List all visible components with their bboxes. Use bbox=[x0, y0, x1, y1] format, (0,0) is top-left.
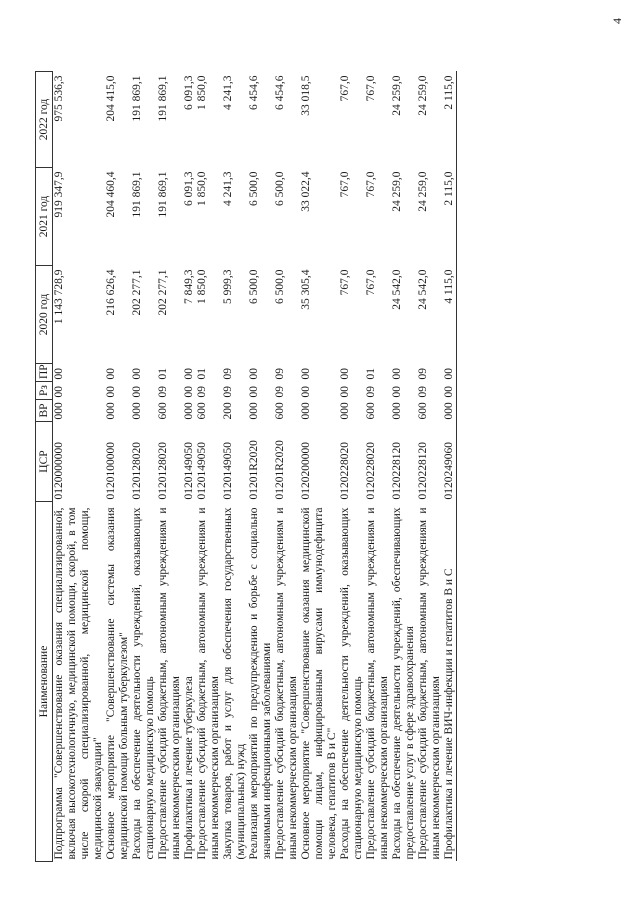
row-pr: 00 bbox=[53, 368, 65, 380]
row-rz: 00 bbox=[53, 386, 65, 398]
header-pr: ПР bbox=[36, 364, 53, 382]
row-2020: 202 277,1 bbox=[131, 269, 143, 316]
row-2022: 767,0 bbox=[339, 75, 351, 102]
table-body bbox=[53, 72, 457, 862]
row-2021: 204 460,4 bbox=[105, 171, 117, 218]
row-pr: 00 bbox=[443, 368, 455, 380]
row-pr: 09 bbox=[417, 368, 429, 380]
row-2022: 2 115,0 bbox=[443, 75, 455, 110]
row-name: Предоставление субсидий бюджетным, автономным учреждениям и иным некоммерческим организациям bbox=[196, 507, 221, 860]
row-vr: 000 bbox=[183, 402, 195, 420]
row-rz: 09 bbox=[365, 386, 377, 398]
row-2020: 5 999,3 bbox=[222, 269, 234, 304]
table-row bbox=[365, 72, 391, 862]
table-row bbox=[417, 72, 443, 862]
row-2020: 6 500,0 bbox=[274, 269, 286, 304]
row-csr: 0120228020 bbox=[365, 442, 377, 500]
row-vr: 600 bbox=[157, 402, 169, 420]
row-2021: 767,0 bbox=[339, 171, 351, 198]
row-rz: 00 bbox=[105, 386, 117, 398]
row-csr: 0120149050 bbox=[196, 442, 208, 500]
row-rz: 00 bbox=[391, 386, 403, 398]
row-csr: 0120000000 bbox=[53, 442, 65, 500]
table-row bbox=[391, 72, 417, 862]
row-csr: 01201R2020 bbox=[274, 440, 286, 500]
header-2021: 2021 год bbox=[36, 168, 53, 266]
row-pr: 00 bbox=[391, 368, 403, 380]
row-pr: 00 bbox=[183, 368, 195, 380]
row-2021: 767,0 bbox=[365, 171, 377, 198]
row-2020: 6 500,0 bbox=[248, 269, 260, 304]
row-name: Предоставление субсидий бюджетным, автономным учреждениям и иным некоммерческим организациям bbox=[365, 507, 390, 860]
row-2020: 35 305,4 bbox=[300, 269, 312, 310]
row-name: Профилактика и лечение ВИЧ-инфекции и гепатитов В и С bbox=[443, 568, 455, 860]
row-2020: 767,0 bbox=[365, 269, 377, 296]
row-vr: 000 bbox=[339, 402, 351, 420]
row-2021: 191 869,1 bbox=[157, 171, 169, 218]
table-row bbox=[183, 72, 196, 862]
header-2020: 2020 год bbox=[36, 266, 53, 364]
row-rz: 00 bbox=[300, 386, 312, 398]
row-rz: 09 bbox=[417, 386, 429, 398]
row-pr: 00 bbox=[248, 368, 260, 380]
header-vr: ВР bbox=[36, 400, 53, 422]
row-pr: 00 bbox=[105, 368, 117, 380]
row-2021: 24 259,0 bbox=[417, 171, 429, 212]
row-pr: 00 bbox=[339, 368, 351, 380]
row-2022: 191 869,1 bbox=[157, 75, 169, 122]
table-row bbox=[339, 72, 365, 862]
row-name: Предоставление субсидий бюджетным, автономным учреждениям и иным некоммерческим организациям bbox=[157, 507, 182, 860]
row-vr: 000 bbox=[131, 402, 143, 420]
table-row bbox=[248, 72, 274, 862]
row-csr: 0120149050 bbox=[222, 442, 234, 500]
row-2022: 6 091,3 bbox=[183, 75, 195, 110]
row-2020: 4 115,0 bbox=[443, 269, 455, 304]
table-row bbox=[131, 72, 157, 862]
table-header bbox=[36, 72, 53, 862]
row-2020: 202 277,1 bbox=[157, 269, 169, 316]
row-rz: 09 bbox=[157, 386, 169, 398]
table-row bbox=[222, 72, 248, 862]
rotated-table-container bbox=[35, 62, 610, 862]
row-2021: 6 500,0 bbox=[248, 171, 260, 206]
row-2022: 33 018,5 bbox=[300, 75, 312, 116]
row-csr: 0120149050 bbox=[183, 442, 195, 500]
row-2021: 4 241,3 bbox=[222, 171, 234, 206]
row-2020: 24 542,0 bbox=[417, 269, 429, 310]
row-pr: 00 bbox=[300, 368, 312, 380]
row-name: Основное мероприятие "Совершенствование системы оказания медицинской помощи больным туберкулезом" bbox=[105, 507, 130, 860]
table-row bbox=[300, 72, 339, 862]
header-name: Наименование bbox=[36, 502, 53, 862]
row-2020: 216 626,4 bbox=[105, 269, 117, 316]
row-name: Расходы на обеспечение деятельности учреждений, обеспечивающих предоставление услуг в сфере здравоохранения bbox=[391, 507, 416, 860]
row-vr: 000 bbox=[443, 402, 455, 420]
table-row bbox=[443, 72, 457, 862]
row-2022: 1 850,0 bbox=[196, 75, 208, 110]
row-pr: 01 bbox=[196, 368, 208, 380]
row-rz: 00 bbox=[183, 386, 195, 398]
row-2020: 767,0 bbox=[339, 269, 351, 296]
row-vr: 000 bbox=[53, 402, 65, 420]
row-2022: 6 454,6 bbox=[248, 75, 260, 110]
row-2022: 4 241,3 bbox=[222, 75, 234, 110]
row-2022: 975 536,3 bbox=[53, 75, 65, 122]
row-rz: 09 bbox=[274, 386, 286, 398]
row-2020: 1 143 728,9 bbox=[53, 269, 65, 325]
row-csr: 0120200000 bbox=[300, 442, 312, 500]
row-name: Профилактика и лечение туберкулеза bbox=[183, 676, 195, 860]
row-rz: 00 bbox=[443, 386, 455, 398]
row-name: Предоставление субсидий бюджетным, автономным учреждениям и иным некоммерческим организациям bbox=[274, 507, 299, 860]
row-2022: 6 454,6 bbox=[274, 75, 286, 110]
row-csr: 0120228120 bbox=[391, 442, 403, 500]
row-rz: 09 bbox=[196, 386, 208, 398]
row-name: Реализация мероприятий по предупреждению и борьбе с социально значимыми инфекционными заболеваниями bbox=[248, 507, 273, 860]
row-vr: 000 bbox=[300, 402, 312, 420]
table-row bbox=[53, 72, 106, 862]
row-name: Расходы на обеспечение деятельности учреждений, оказывающих стационарную медицинскую помощь bbox=[131, 507, 156, 860]
row-csr: 0120228120 bbox=[417, 442, 429, 500]
row-2022: 204 415,0 bbox=[105, 75, 117, 122]
table-row bbox=[105, 72, 131, 862]
row-csr: 0120100000 bbox=[105, 442, 117, 500]
header-rz: Рз bbox=[36, 382, 53, 400]
budget-table bbox=[35, 71, 457, 862]
row-rz: 00 bbox=[131, 386, 143, 398]
row-2020: 1 850,0 bbox=[196, 269, 208, 304]
row-pr: 01 bbox=[365, 368, 377, 380]
row-2022: 767,0 bbox=[365, 75, 377, 102]
row-vr: 000 bbox=[248, 402, 260, 420]
row-vr: 200 bbox=[222, 402, 234, 420]
row-vr: 600 bbox=[196, 402, 208, 420]
row-2021: 2 115,0 bbox=[443, 171, 455, 206]
row-2021: 33 022,4 bbox=[300, 171, 312, 212]
row-pr: 09 bbox=[222, 368, 234, 380]
row-csr: 0120249060 bbox=[443, 442, 455, 500]
page-number: 4 bbox=[610, 18, 624, 24]
row-vr: 600 bbox=[365, 402, 377, 420]
table-row bbox=[157, 72, 183, 862]
table-row bbox=[196, 72, 222, 862]
row-2021: 191 869,1 bbox=[131, 171, 143, 218]
row-2021: 6 091,3 bbox=[183, 171, 195, 206]
row-name: Закупка товаров, работ и услуг для обеспечения государственных (муниципальных) нужд bbox=[222, 507, 247, 860]
row-2021: 1 850,0 bbox=[196, 171, 208, 206]
row-pr: 00 bbox=[131, 368, 143, 380]
header-csr: ЦСР bbox=[36, 422, 53, 502]
row-name: Подпрограмма "Совершенствование оказания специализированной, включая высокотехнологичную, медицинской помощи, скорой, в том числе скорой специализированной, медицинской помощи, медицинской эвакуации" bbox=[53, 507, 104, 860]
row-2021: 919 347,9 bbox=[53, 171, 65, 218]
row-name: Основное мероприятие "Совершенствование оказания медицинской помощи лицам, инфицированным вирусами иммунодефицита человека, гепатитов В и С" bbox=[300, 507, 338, 860]
row-vr: 600 bbox=[274, 402, 286, 420]
row-2020: 24 542,0 bbox=[391, 269, 403, 310]
row-csr: 0120128020 bbox=[157, 442, 169, 500]
row-2022: 191 869,1 bbox=[131, 75, 143, 122]
row-vr: 000 bbox=[105, 402, 117, 420]
row-rz: 00 bbox=[339, 386, 351, 398]
row-pr: 09 bbox=[274, 368, 286, 380]
row-2022: 24 259,0 bbox=[417, 75, 429, 116]
row-2022: 24 259,0 bbox=[391, 75, 403, 116]
row-name: Предоставление субсидий бюджетным, автономным учреждениям и иным некоммерческим организациям bbox=[417, 507, 442, 860]
row-pr: 01 bbox=[157, 368, 169, 380]
row-rz: 00 bbox=[248, 386, 260, 398]
row-vr: 000 bbox=[391, 402, 403, 420]
row-csr: 0120128020 bbox=[131, 442, 143, 500]
row-vr: 600 bbox=[417, 402, 429, 420]
row-2021: 6 500,0 bbox=[274, 171, 286, 206]
row-rz: 09 bbox=[222, 386, 234, 398]
row-csr: 0120228020 bbox=[339, 442, 351, 500]
row-2021: 24 259,0 bbox=[391, 171, 403, 212]
row-name: Расходы на обеспечение деятельности учреждений, оказывающих стационарную медицинскую помощь bbox=[339, 507, 364, 860]
table-row bbox=[274, 72, 300, 862]
header-2022: 2022 год bbox=[36, 72, 53, 168]
row-2020: 7 849,3 bbox=[183, 269, 195, 304]
row-csr: 01201R2020 bbox=[248, 440, 260, 500]
